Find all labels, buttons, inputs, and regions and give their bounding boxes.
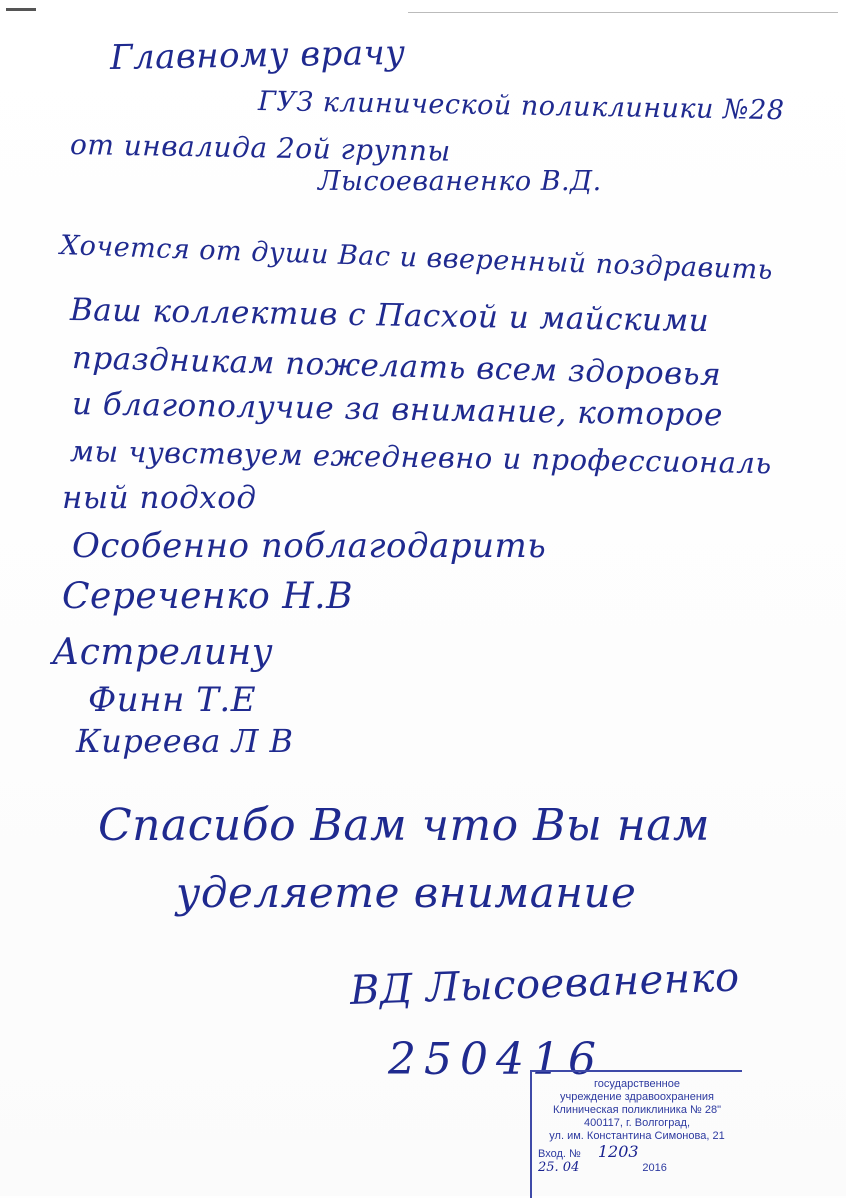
body-line-5: мы чувствуем ежедневно и профессиональ bbox=[69, 434, 773, 481]
stamp-line-4: 400117, г. Волгоград, bbox=[583, 1117, 691, 1129]
stamp-line-2: учреждение здравоохранения bbox=[559, 1091, 715, 1103]
header-clinic: ГУЗ клинической поликлиники №28 bbox=[257, 86, 785, 127]
stamp-line-3: Клиническая поликлиника № 28" bbox=[552, 1104, 722, 1116]
staff-name-2: Астрелину bbox=[52, 632, 274, 673]
stamp-incoming-date: 25. 04 bbox=[538, 1160, 580, 1175]
closing-line-1: Спасибо Вам что Вы нам bbox=[98, 800, 711, 851]
header-from: от инвалида 2ой группы bbox=[69, 128, 452, 168]
stamp-incoming-number: 1203 bbox=[597, 1142, 639, 1161]
staff-name-1: Сереченко Н.В bbox=[62, 576, 354, 617]
signature-date: 250416 bbox=[388, 1034, 604, 1085]
corner-mark bbox=[6, 8, 36, 19]
scan-edge-line bbox=[408, 12, 838, 13]
registration-stamp bbox=[530, 1070, 742, 1198]
body-line-1: Хочется от души Вас и вверенный поздравить bbox=[59, 230, 774, 286]
header-addressee: Главному врачу bbox=[109, 32, 406, 78]
staff-name-4: Киреева Л В bbox=[76, 722, 294, 760]
stamp-year: 2016 bbox=[642, 1162, 667, 1174]
body-line-2: Ваш коллектив с Пасхой и майскими bbox=[69, 292, 710, 340]
signature: ВД Лысоеваненко bbox=[349, 954, 741, 1014]
body-line-3: праздникам пожелать всем здоровья bbox=[71, 340, 722, 393]
header-sender-name: Лысоеваненко В.Д. bbox=[318, 166, 602, 197]
body-line-6: ный подход bbox=[62, 480, 257, 516]
stamp-line-1: государственное bbox=[594, 1078, 680, 1090]
stamp-line-5: ул. им. Константина Симонова, 21 bbox=[549, 1130, 725, 1142]
body-line-7: Особенно поблагодарить bbox=[72, 526, 547, 566]
closing-line-2: уделяете внимание bbox=[176, 868, 637, 917]
staff-name-3: Финн Т.Е bbox=[88, 680, 257, 720]
stamp-incoming-label: Вход. № bbox=[538, 1148, 581, 1160]
body-line-4: и благополучие за внимание, которое bbox=[71, 386, 724, 434]
